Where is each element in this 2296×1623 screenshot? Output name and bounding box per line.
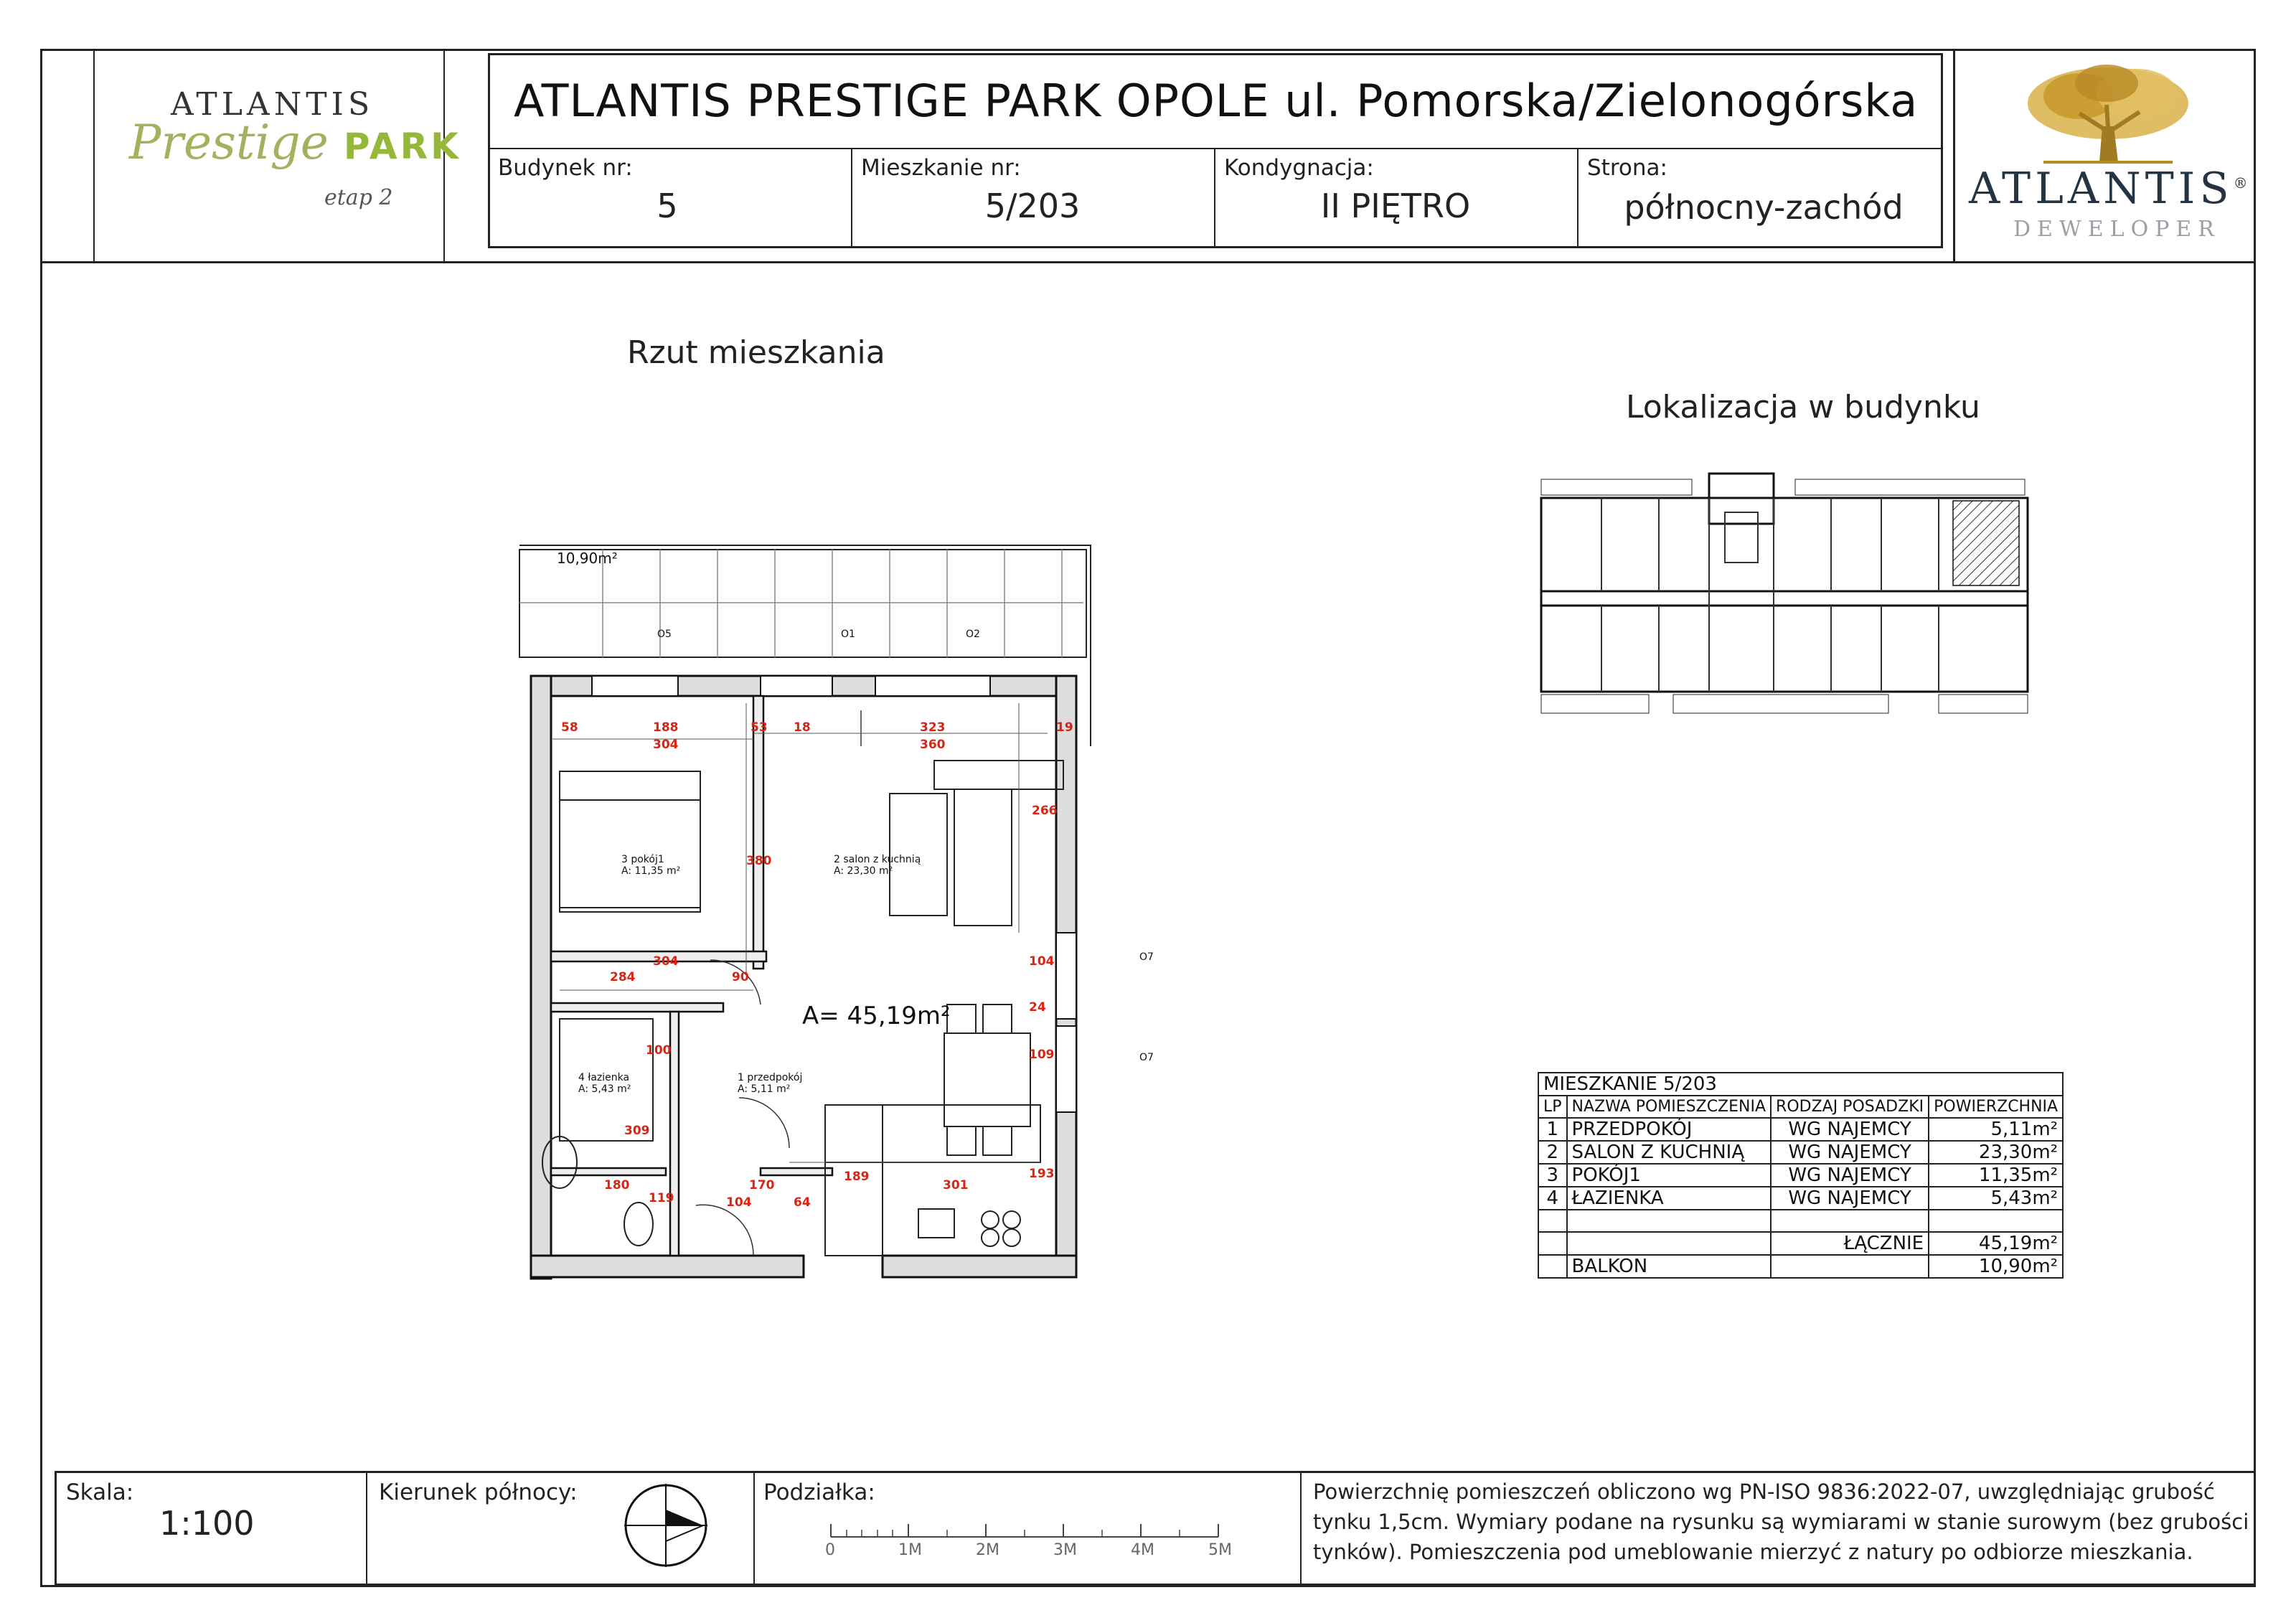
- field-apartment-value: 5/203: [984, 187, 1081, 225]
- dim-label: 53: [751, 720, 768, 735]
- logo-left-etap: etap 2: [324, 185, 393, 210]
- table-empty-row: [1538, 1210, 2063, 1232]
- field-floor-label: Kondygnacja:: [1224, 155, 1374, 181]
- building-key-plan: [1537, 469, 2032, 728]
- cell-empty: [1567, 1232, 1772, 1255]
- room-label-bathroom: [578, 1072, 631, 1095]
- window-label: O2: [966, 629, 980, 640]
- logo-left-prestige-word: Prestige: [129, 115, 329, 170]
- table-total-row: [1538, 1232, 2063, 1255]
- cell-name: SALON Z KUCHNIĄ: [1567, 1141, 1772, 1164]
- field-building-value: 5: [657, 187, 678, 225]
- rooms-table: [1538, 1072, 2064, 1279]
- ruler-tick-2: 2M: [976, 1541, 999, 1559]
- header-divider: [40, 261, 2256, 263]
- cell-empty: [1567, 1210, 1772, 1232]
- dim-label: 119: [649, 1191, 674, 1205]
- cell-area: 5,11m²: [1929, 1118, 2063, 1141]
- cell-lp: 4: [1538, 1187, 1567, 1210]
- field-divider-1: [851, 148, 852, 248]
- footer-note: Powierzchnię pomieszczeń obliczono wg PN-ISO 9836:2022-07, uwzględniając grubość tynku 1,5cm. Wymiary podane na rysunku są wymiarami w stanie surowym (bez grubości tynków). Pomieszczenia pod umeblowanie mierzyć z natury po odbiorze mieszkania.: [1313, 1479, 2249, 1564]
- footer-divider-2: [753, 1471, 755, 1586]
- col-header-lp: LP: [1538, 1096, 1567, 1118]
- field-side-value: północny-zachód: [1624, 188, 1904, 227]
- dim-label: 19: [1056, 720, 1073, 735]
- table-row: [1538, 1118, 2063, 1141]
- plan-heading: Rzut mieszkania: [627, 334, 885, 371]
- dim-label: 180: [604, 1178, 630, 1192]
- room-name-bathroom: 4 łazienka: [578, 1072, 630, 1083]
- dim-label: 64: [794, 1195, 811, 1210]
- field-floor-value: II PIĘTRO: [1320, 187, 1471, 225]
- dim-label: 100: [646, 1043, 672, 1058]
- dim-label: 24: [1029, 1000, 1046, 1015]
- logo-left-border-l: [93, 49, 95, 263]
- dim-label: 266: [1032, 804, 1058, 818]
- cell-area: 5,43m²: [1929, 1187, 2063, 1210]
- location-heading: Lokalizacja w budynku: [1626, 389, 1980, 425]
- dim-label: 309: [624, 1124, 650, 1138]
- scale-label: Skala:: [66, 1479, 134, 1505]
- dim-label: 18: [794, 720, 811, 735]
- window-label: O7: [1139, 951, 1154, 963]
- cell-floor: WG NAJEMCY: [1771, 1164, 1929, 1187]
- dim-label: 104: [1029, 954, 1055, 969]
- balcony-label: BALKON: [1567, 1255, 1772, 1278]
- bar-scale-label: Podziałka:: [763, 1479, 875, 1505]
- dim-label: 360: [920, 738, 946, 752]
- field-building-label: Budynek nr:: [498, 155, 633, 181]
- cell-area: 23,30m²: [1929, 1141, 2063, 1164]
- table-row: [1538, 1164, 2063, 1187]
- logo-right-border: [1953, 49, 1955, 263]
- dim-label: 109: [1029, 1048, 1055, 1062]
- ruler-tick-3: 3M: [1053, 1541, 1077, 1559]
- room-label-hallway: [738, 1072, 802, 1095]
- table-balcony-row: [1538, 1255, 2063, 1278]
- col-header-area: POWIERZCHNIA: [1929, 1096, 2063, 1118]
- scale-value: 1:100: [159, 1504, 255, 1543]
- dim-label: 323: [920, 720, 946, 735]
- window-label: O5: [657, 629, 672, 640]
- total-area-label: A= 45,19m²: [802, 1002, 951, 1030]
- cell-floor: WG NAJEMCY: [1771, 1118, 1929, 1141]
- room-area-hallway: A: 5,11 m²: [738, 1083, 791, 1095]
- dim-label: 193: [1029, 1167, 1055, 1181]
- dim-label: 90: [732, 970, 749, 984]
- ruler-tick-1: 1M: [898, 1541, 922, 1559]
- cell-lp: 1: [1538, 1118, 1567, 1141]
- tree-icon: [2022, 62, 2194, 169]
- col-header-floor: RODZAJ POSADZKI: [1771, 1096, 1929, 1118]
- logo-left-atlantis: ATLANTIS: [171, 86, 375, 123]
- table-header-row: [1538, 1096, 2063, 1118]
- room-area-bedroom: A: 11,35 m²: [621, 865, 681, 877]
- logo-right-deweloper: DEWELOPER: [2013, 217, 2221, 242]
- balcony: [519, 545, 1091, 746]
- title-block-divider: [488, 148, 1943, 149]
- dim-label: 189: [844, 1170, 870, 1184]
- cell-empty: [1771, 1255, 1929, 1278]
- cell-floor: WG NAJEMCY: [1771, 1187, 1929, 1210]
- room-area-living: A: 23,30 m²: [834, 865, 893, 877]
- cell-name: PRZEDPOKÓJ: [1567, 1118, 1772, 1141]
- balcony-area-label: 10,90m²: [557, 550, 618, 567]
- dim-label: 58: [561, 720, 578, 735]
- north-label: Kierunek północy:: [379, 1479, 578, 1505]
- total-label: ŁĄCZNIE: [1771, 1232, 1929, 1255]
- room-name-living: 2 salon z kuchnią: [834, 854, 921, 865]
- cell-area: 11,35m²: [1929, 1164, 2063, 1187]
- room-label-living: [834, 854, 921, 877]
- dim-label: 188: [653, 720, 679, 735]
- bed: [560, 771, 700, 912]
- bar-scale: [825, 1520, 1227, 1541]
- cell-empty: [1771, 1210, 1929, 1232]
- logo-right-atlantis: [1969, 164, 2248, 214]
- field-apartment-label: Mieszkanie nr:: [861, 155, 1021, 181]
- cell-empty: [1538, 1255, 1567, 1278]
- ruler-tick-0: 0: [825, 1541, 835, 1559]
- cell-floor: WG NAJEMCY: [1771, 1141, 1929, 1164]
- sheet-frame: [40, 49, 2256, 1587]
- cell-name: POKÓJ1: [1567, 1164, 1772, 1187]
- field-divider-3: [1577, 148, 1578, 248]
- ruler-tick-4: 4M: [1131, 1541, 1154, 1559]
- table-title-row: [1538, 1073, 2063, 1096]
- window-label: O7: [1139, 1052, 1154, 1063]
- field-side-label: Strona:: [1587, 155, 1667, 181]
- registered-mark: ®: [2233, 174, 2248, 192]
- room-area-bathroom: A: 5,43 m²: [578, 1083, 631, 1095]
- cell-lp: 2: [1538, 1141, 1567, 1164]
- room-name-hallway: 1 przedpokój: [738, 1072, 803, 1083]
- table-row: [1538, 1187, 2063, 1210]
- logo-right-name: ATLANTIS: [1969, 164, 2234, 214]
- cell-empty: [1538, 1210, 1567, 1232]
- north-arrow-icon: [621, 1481, 710, 1570]
- table-row: [1538, 1141, 2063, 1164]
- table-title: MIESZKANIE 5/203: [1538, 1073, 2063, 1096]
- col-header-name: NAZWA POMIESZCZENIA: [1567, 1096, 1772, 1118]
- page-title: ATLANTIS PRESTIGE PARK OPOLE ul. Pomorska/Zielonogórska: [514, 75, 1919, 127]
- total-value: 45,19m²: [1929, 1232, 2063, 1255]
- room-label-bedroom: [621, 854, 680, 877]
- cell-empty: [1538, 1232, 1567, 1255]
- highlighted-apartment: [1953, 501, 2019, 585]
- room-name-bedroom: 3 pokój1: [621, 854, 664, 865]
- dim-label: 104: [726, 1195, 752, 1210]
- logo-left-prestige: [129, 115, 461, 170]
- footer-divider-1: [366, 1471, 367, 1586]
- dim-label: 304: [653, 738, 679, 752]
- dim-label: 170: [749, 1178, 775, 1192]
- cell-lp: 3: [1538, 1164, 1567, 1187]
- logo-left-park-word: PARK: [343, 126, 461, 167]
- window-label: O1: [841, 629, 855, 640]
- dim-label: 301: [943, 1178, 969, 1192]
- field-divider-2: [1214, 148, 1215, 248]
- cell-empty: [1929, 1210, 2063, 1232]
- footer-divider-3: [1300, 1471, 1302, 1586]
- ruler-tick-5: 5M: [1208, 1541, 1232, 1559]
- interior-walls: [551, 696, 832, 1256]
- balcony-value: 10,90m²: [1929, 1255, 2063, 1278]
- cell-name: ŁAZIENKA: [1567, 1187, 1772, 1210]
- dim-label: 304: [653, 954, 679, 969]
- dim-label: 380: [746, 854, 772, 868]
- dim-label: 284: [610, 970, 636, 984]
